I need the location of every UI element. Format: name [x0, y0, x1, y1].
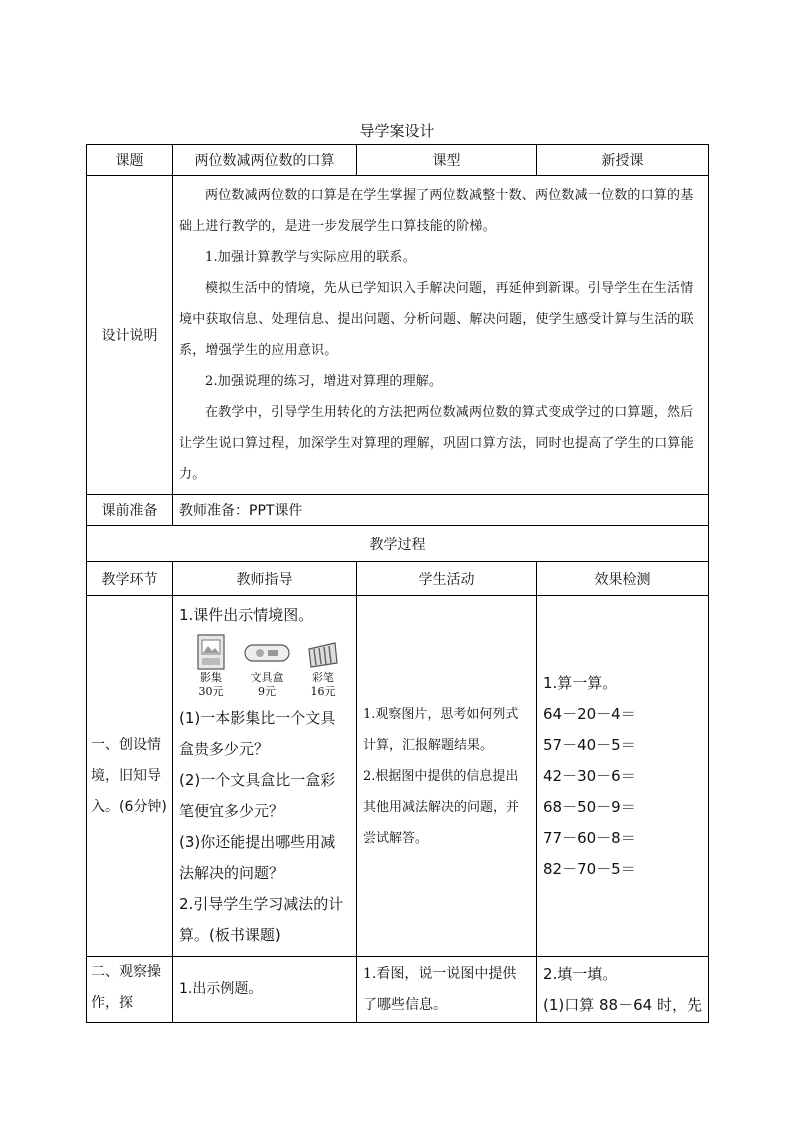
- col-header-teacher: 教师指导: [173, 562, 357, 596]
- student-activity-2: 1.看图，说一说图中提供了哪些信息。: [357, 957, 537, 1023]
- item-price: 30元: [198, 685, 224, 698]
- prep-row: [87, 495, 709, 526]
- photo-album-icon: [196, 633, 226, 671]
- design-row: [87, 176, 709, 495]
- col-header-stage: 教学环节: [87, 562, 173, 596]
- design-text: [173, 176, 709, 495]
- check-title: 1.算一算。: [543, 673, 618, 692]
- stage-2: 二、观察操作，探: [87, 957, 173, 1023]
- col-header-student: 学生活动: [357, 562, 537, 596]
- design-paragraph: 两位数减两位数的口算是在学生掌握了两位数减整十数、两位数减一位数的口算的基础上进行教学的，是进一步发展学生口算技能的阶梯。: [179, 188, 694, 234]
- teacher-guide-2: 1.出示例题。: [173, 957, 357, 1023]
- item-color-pens: [295, 633, 351, 699]
- process-title-row: [87, 526, 709, 562]
- color-pens-icon: [305, 633, 341, 671]
- item-name: 影集: [200, 671, 222, 684]
- design-paragraph: 2.加强说理的练习，增进对算理的理解。: [205, 374, 443, 389]
- teacher-step: 2.引导学生学习减法的计算。(板书课题): [179, 895, 344, 944]
- teacher-intro: 1.课件出示情境图。: [179, 606, 314, 624]
- teacher-question: (2)一个文具盒比一盒彩笔便宜多少元？: [179, 771, 336, 820]
- design-paragraph: 在教学中，引导学生用转化的方法把两位数减两位数的算式变成学过的口算题，然后让学生说口算过程，加深学生对算理的理解，巩固口算方法，同时也提高了学生的口算能力。: [179, 405, 694, 482]
- design-paragraph: 1.加强计算教学与实际应用的联系。: [205, 250, 416, 265]
- prep-label: 课前准备: [87, 495, 173, 526]
- teacher-question: (1)一本影集比一个文具盒贵多少元？: [179, 709, 336, 758]
- pencil-case-icon: [242, 633, 292, 671]
- page-title: 导学案设计: [359, 122, 435, 140]
- teacher-question: (3)你还能提出哪些用减法解决的问题？: [179, 833, 336, 882]
- item-pencil-case: [239, 633, 295, 699]
- check-item: 42－30－6＝: [543, 766, 636, 785]
- topic-label: 课题: [87, 145, 173, 176]
- process-row-1: [87, 596, 709, 957]
- process-header-row: [87, 562, 709, 596]
- check-1: [537, 596, 709, 957]
- student-activity-1: [357, 596, 537, 957]
- check-2: [537, 957, 709, 1023]
- student-step: 2.根据图中提供的信息提出其他用减法解决的问题，并尝试解答。: [363, 768, 520, 846]
- check-item: 64－20－4＝: [543, 704, 636, 723]
- check-item: (1)口算 88－64 时，先: [543, 995, 702, 1014]
- header-row: [87, 145, 709, 176]
- check-item: 82－70－5＝: [543, 859, 636, 878]
- design-paragraph: 模拟生活中的情境，先从已学知识入手解决问题，再延伸到新课。引导学生在生活情境中获取信息、处理信息、提出问题、分析问题、解决问题，使学生感受计算与生活的联系，增强学生的应用意识。: [179, 281, 694, 358]
- item-name: 彩笔: [312, 671, 334, 684]
- col-header-check: 效果检测: [537, 562, 709, 596]
- design-label: 设计说明: [87, 176, 173, 495]
- topic-value: 两位数减两位数的口算: [173, 145, 357, 176]
- process-row-2: [87, 957, 709, 1023]
- check-item: 68－50－9＝: [543, 797, 636, 816]
- check-title: 2.填一填。: [543, 964, 618, 983]
- lesson-plan-table: [86, 144, 709, 1023]
- type-label: 课型: [357, 145, 537, 176]
- scene-pictures: [183, 633, 351, 699]
- item-price: 9元: [258, 685, 276, 698]
- teacher-guide-1: [173, 596, 357, 957]
- check-item: 57－40－5＝: [543, 735, 636, 754]
- stage-1: 一、创设情境，旧知导入。(6分钟): [87, 596, 173, 957]
- item-name: 文具盒: [250, 671, 284, 684]
- item-album: [183, 633, 239, 699]
- item-price: 16元: [310, 685, 336, 698]
- type-value: 新授课: [537, 145, 709, 176]
- check-item: 77－60－8＝: [543, 828, 636, 847]
- student-step: 1.观察图片，思考如何列式计算，汇报解题结果。: [363, 706, 519, 753]
- prep-value: 教师准备：PPT课件: [173, 495, 709, 526]
- process-title: 教学过程: [87, 526, 709, 562]
